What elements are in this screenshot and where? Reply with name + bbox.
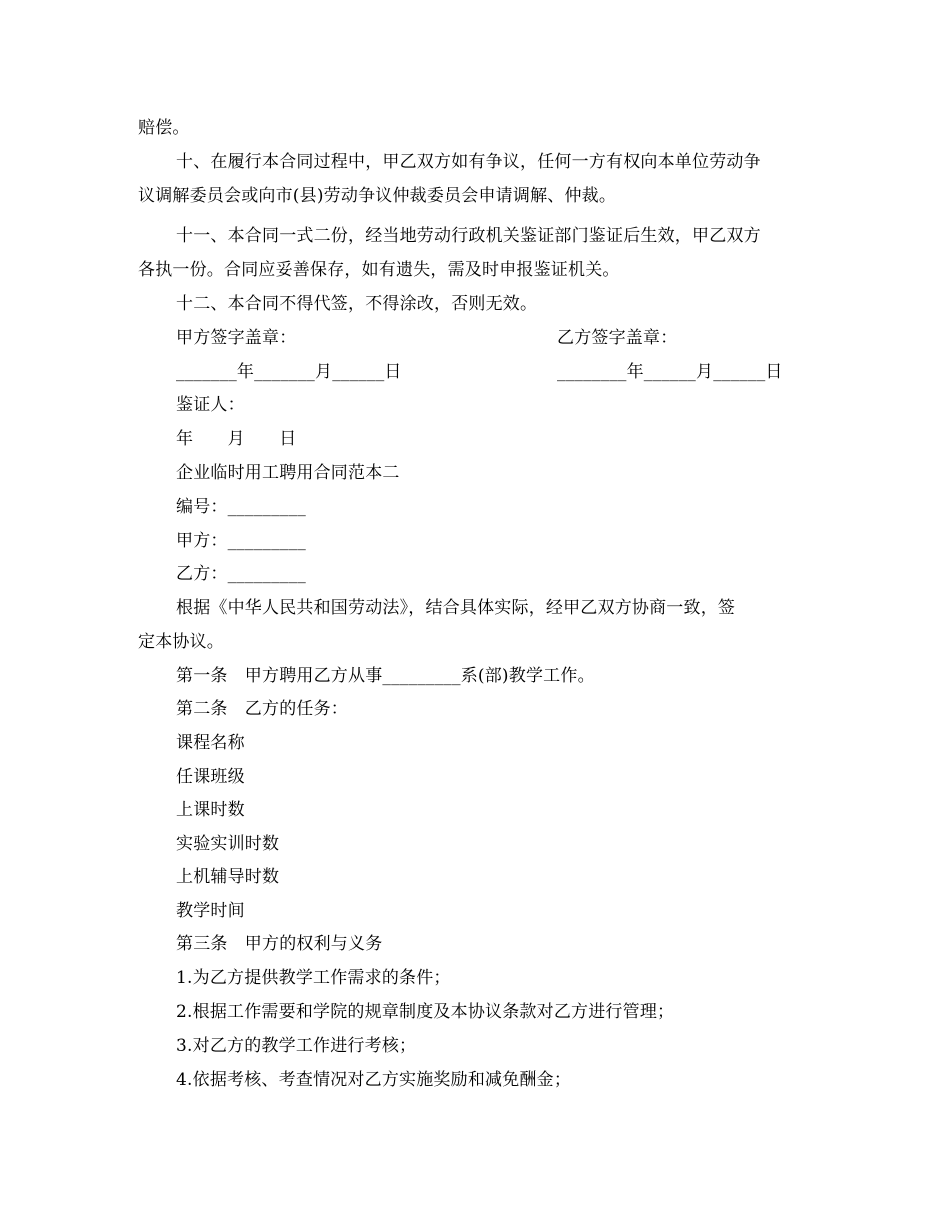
paragraph-line: 甲方：_________ <box>176 531 306 551</box>
paragraph-line: 赔偿。 <box>138 118 190 138</box>
party-a-signature-label: 甲方签字盖章： <box>176 328 297 348</box>
paragraph-line: 十一、本合同一式二份，经当地劳动行政机关鉴证部门鉴证后生效，甲乙双方 <box>176 226 761 246</box>
party-b-signature-date: ________年______月______日 <box>557 362 783 382</box>
paragraph-line: 4.依据考核、考查情况对乙方实施奖励和减免酬金； <box>176 1070 572 1090</box>
paragraph-line: 课程名称 <box>176 733 245 753</box>
paragraph-line: 2.根据工作需要和学院的规章制度及本协议条款对乙方进行管理； <box>176 1002 675 1022</box>
paragraph-line: 3.对乙方的教学工作进行考核； <box>176 1036 417 1056</box>
paragraph-line: 根据《中华人民共和国劳动法》，结合具体实际，经甲乙双方协商一致，签 <box>176 598 736 618</box>
paragraph-line: 第二条 乙方的任务： <box>176 699 348 719</box>
paragraph-line: 各执一份。合同应妥善保存，如有遗失，需及时申报鉴证机关。 <box>138 260 620 280</box>
paragraph-line: 乙方：_________ <box>176 564 306 584</box>
paragraph-line: 十二、本合同不得代签，不得涂改，否则无效。 <box>176 294 538 314</box>
paragraph-line: 上课时数 <box>176 800 245 820</box>
paragraph-line: 年 月 日 <box>176 429 297 449</box>
party-a-signature-date: _______年_______月______日 <box>176 362 402 382</box>
paragraph-line: 实验实训时数 <box>176 834 280 854</box>
paragraph-line: 议调解委员会或向市(县)劳动争议仲裁委员会申请调解、仲裁。 <box>138 186 617 206</box>
paragraph-line: 教学时间 <box>176 901 245 921</box>
paragraph-line: 1.为乙方提供教学工作需求的条件； <box>176 968 451 988</box>
paragraph-line: 十、在履行本合同过程中，甲乙双方如有争议，任何一方有权向本单位劳动争 <box>176 152 761 172</box>
paragraph-line: 任课班级 <box>176 767 245 787</box>
party-b-signature-label: 乙方签字盖章： <box>557 328 678 348</box>
paragraph-line: 上机辅导时数 <box>176 867 280 887</box>
section-title: 企业临时用工聘用合同范本二 <box>176 463 400 483</box>
paragraph-line: 定本协议。 <box>138 632 224 652</box>
paragraph-line: 鉴证人： <box>176 395 245 415</box>
paragraph-line: 第一条 甲方聘用乙方从事_________系(部)教学工作。 <box>176 666 595 686</box>
paragraph-line: 编号：_________ <box>176 497 306 517</box>
paragraph-line: 第三条 甲方的权利与义务 <box>176 934 383 954</box>
